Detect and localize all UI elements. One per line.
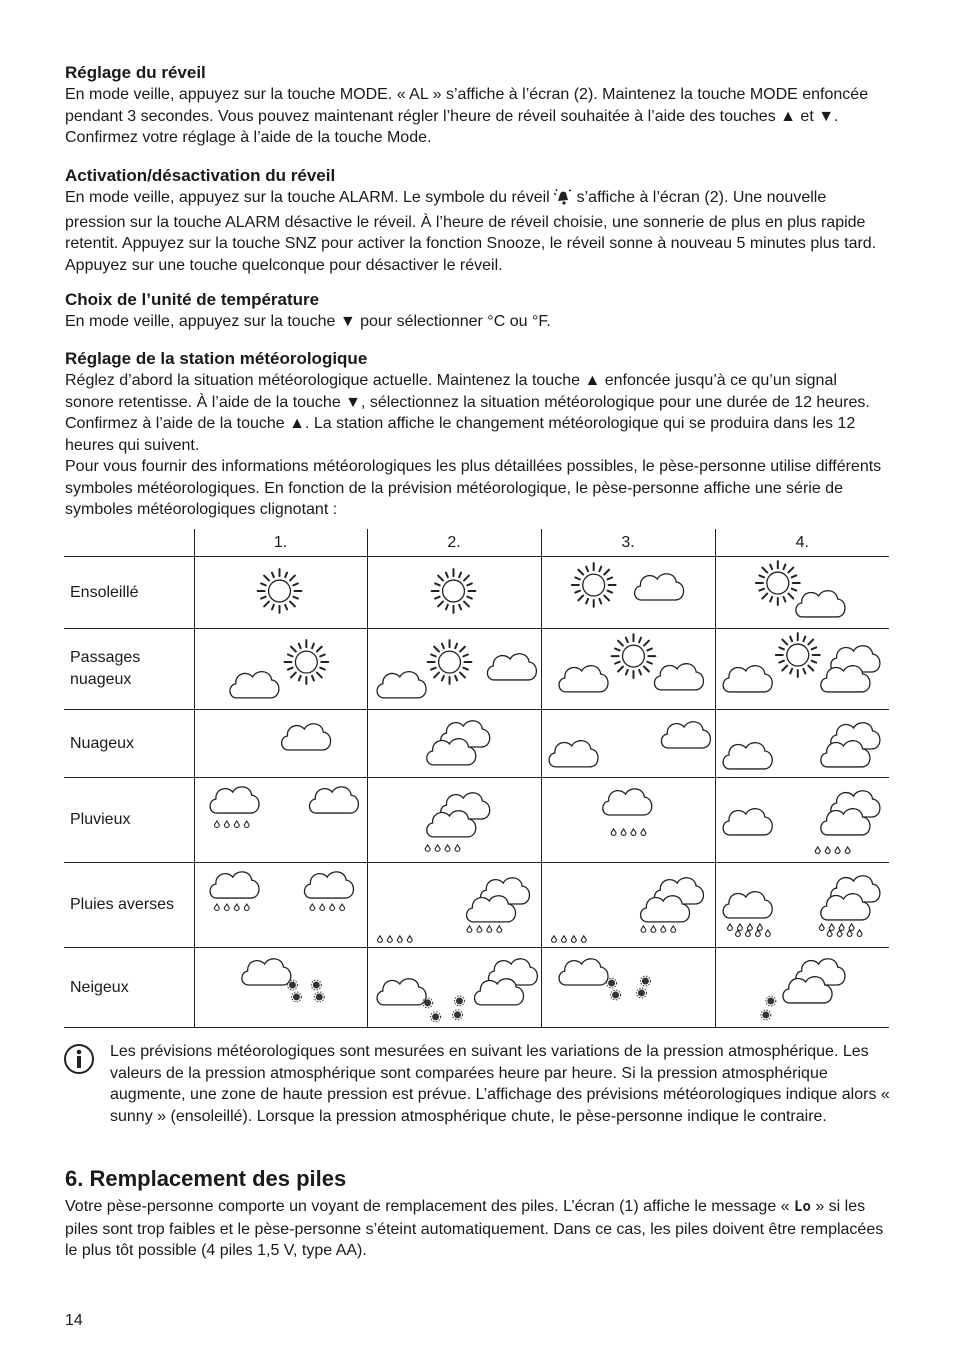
section-body-start: En mode veille, appuyez sur la touche ALARM. Le symbole du réveil	[65, 189, 550, 206]
table-row	[64, 710, 889, 778]
section-alarm-toggle	[65, 165, 887, 276]
sunny-3-icon	[541, 557, 715, 629]
section-body-end: s’affiche à l’écran (2). Une nouvelle pression sur la touche ALARM désactive le réveil. À l’heure de réveil choisie, une sonnerie de plus en plus rapide retentit. Appuyez sur la touche SNZ pour activer la fonction Snooze, le réveil sonne à nouveau 5 minutes plus tard. Appuyez sur une touche quelconque pour désactiver le réveil.	[65, 189, 877, 274]
section-title: Réglage du réveil	[65, 63, 206, 82]
sunny-4-icon	[715, 557, 889, 629]
section-body-2: Pour vous fournir des informations météorologiques les plus détaillées possibles, le pèse-personne utilise différents symboles météorologiques. En fonction de la prévision météorologique, le pèse-personne affiche une série de symboles météorologiques clignotant :	[65, 458, 882, 518]
showers-1-icon	[194, 863, 367, 948]
cloudy-4-icon	[715, 710, 889, 778]
showers-4-icon	[715, 863, 889, 948]
weather-symbols-table	[64, 529, 889, 1028]
table-row	[64, 778, 889, 863]
table-row	[64, 863, 889, 948]
showers-3-icon	[541, 863, 715, 948]
section-title: Activation/désactivation du réveil	[65, 166, 336, 185]
section-alarm-setting	[65, 62, 887, 149]
table-row	[64, 629, 889, 710]
battery-text-end: » si les piles sont trop faibles et le pèse-personne s’éteint automatiquement. Dans ce cas, les piles doivent être remplacées le plus tôt possible (4 piles 1,5 V, type AA).	[65, 1198, 884, 1259]
row-label: Neigeux	[64, 948, 194, 1028]
row-label: Ensoleillé	[64, 557, 194, 629]
row-label: Passages nuageux	[64, 629, 194, 710]
rainy-3-icon	[541, 778, 715, 863]
section-battery	[65, 1166, 887, 1262]
showers-2-icon	[367, 863, 541, 948]
snowy-4-icon	[715, 948, 889, 1028]
snowy-1-icon	[194, 948, 367, 1028]
table-row	[64, 557, 889, 629]
snowy-3-icon	[541, 948, 715, 1028]
row-label: Pluies averses	[64, 863, 194, 948]
battery-heading: 6. Remplacement des piles	[65, 1166, 347, 1191]
rainy-4-icon	[715, 778, 889, 863]
page-number: 14	[65, 1312, 83, 1329]
section-body	[65, 187, 887, 276]
row-label: Nuageux	[64, 710, 194, 778]
sunny-2-icon	[367, 557, 541, 629]
section-temperature-unit	[65, 289, 887, 333]
section-weather-station	[65, 348, 887, 521]
battery-text	[65, 1196, 887, 1262]
rainy-2-icon	[367, 778, 541, 863]
column-header: 3.	[541, 529, 715, 557]
cloudy-2-icon	[367, 710, 541, 778]
partly-cloudy-3-icon	[541, 629, 715, 710]
column-header: 2.	[367, 529, 541, 557]
row-label: Pluvieux	[64, 778, 194, 863]
info-text: Les prévisions météorologiques sont mesurées en suivant les variations de la pression atmosphérique. Les valeurs de la pression atmosphérique sont comparées heure par heure. Si la pression atmosphérique augmente, une zone de haute pression est prévue. L’affichage des prévisions météorologiques indique alors « sunny » (ensoleillé). Lorsque la pression atmosphérique chute, le pèse-personne indique le contraire.	[110, 1043, 890, 1125]
lo-symbol: Lo	[794, 1199, 811, 1215]
section-body: En mode veille, appuyez sur la touche ▼ pour sélectionner °C ou °F.	[65, 313, 551, 330]
sunny-1-icon	[194, 557, 367, 629]
section-title: Choix de l’unité de température	[65, 290, 320, 309]
header-empty	[64, 529, 194, 557]
table-row	[64, 948, 889, 1028]
rainy-1-icon	[194, 778, 367, 863]
table-header-row	[64, 529, 889, 557]
snowy-2-icon	[367, 948, 541, 1028]
column-header: 4.	[715, 529, 889, 557]
cloudy-3-icon	[541, 710, 715, 778]
partly-cloudy-4-icon	[715, 629, 889, 710]
cloudy-1-icon	[194, 710, 367, 778]
battery-text-start: Votre pèse-personne comporte un voyant de remplacement des piles. L’écran (1) affiche le message «	[65, 1198, 790, 1215]
info-icon	[63, 1043, 95, 1075]
partly-cloudy-2-icon	[367, 629, 541, 710]
section-body: En mode veille, appuyez sur la touche MODE. « AL » s’affiche à l’écran (2). Maintenez la touche MODE enfoncée pendant 3 secondes. Vous pouvez maintenant régler l’heure de réveil souhaitée à l’aide des touches ▲ et ▼. Confirmez votre réglage à l’aide de la touche Mode.	[65, 86, 869, 146]
partly-cloudy-1-icon	[194, 629, 367, 710]
alarm-bell-icon	[554, 189, 572, 212]
section-body: Réglez d’abord la situation météorologique actuelle. Maintenez la touche ▲ enfoncée jusqu’à ce qu’un signal sonore retentisse. À l’aide de la touche ▼, sélectionnez la situation météorologique pour une durée de 12 heures. Confirmez à l’aide de la touche ▲. La station affiche le changement météorologique qui se produira dans les 12 heures qui suivent.	[65, 372, 870, 454]
section-title: Réglage de la station météorologique	[65, 349, 368, 368]
column-header: 1.	[194, 529, 367, 557]
